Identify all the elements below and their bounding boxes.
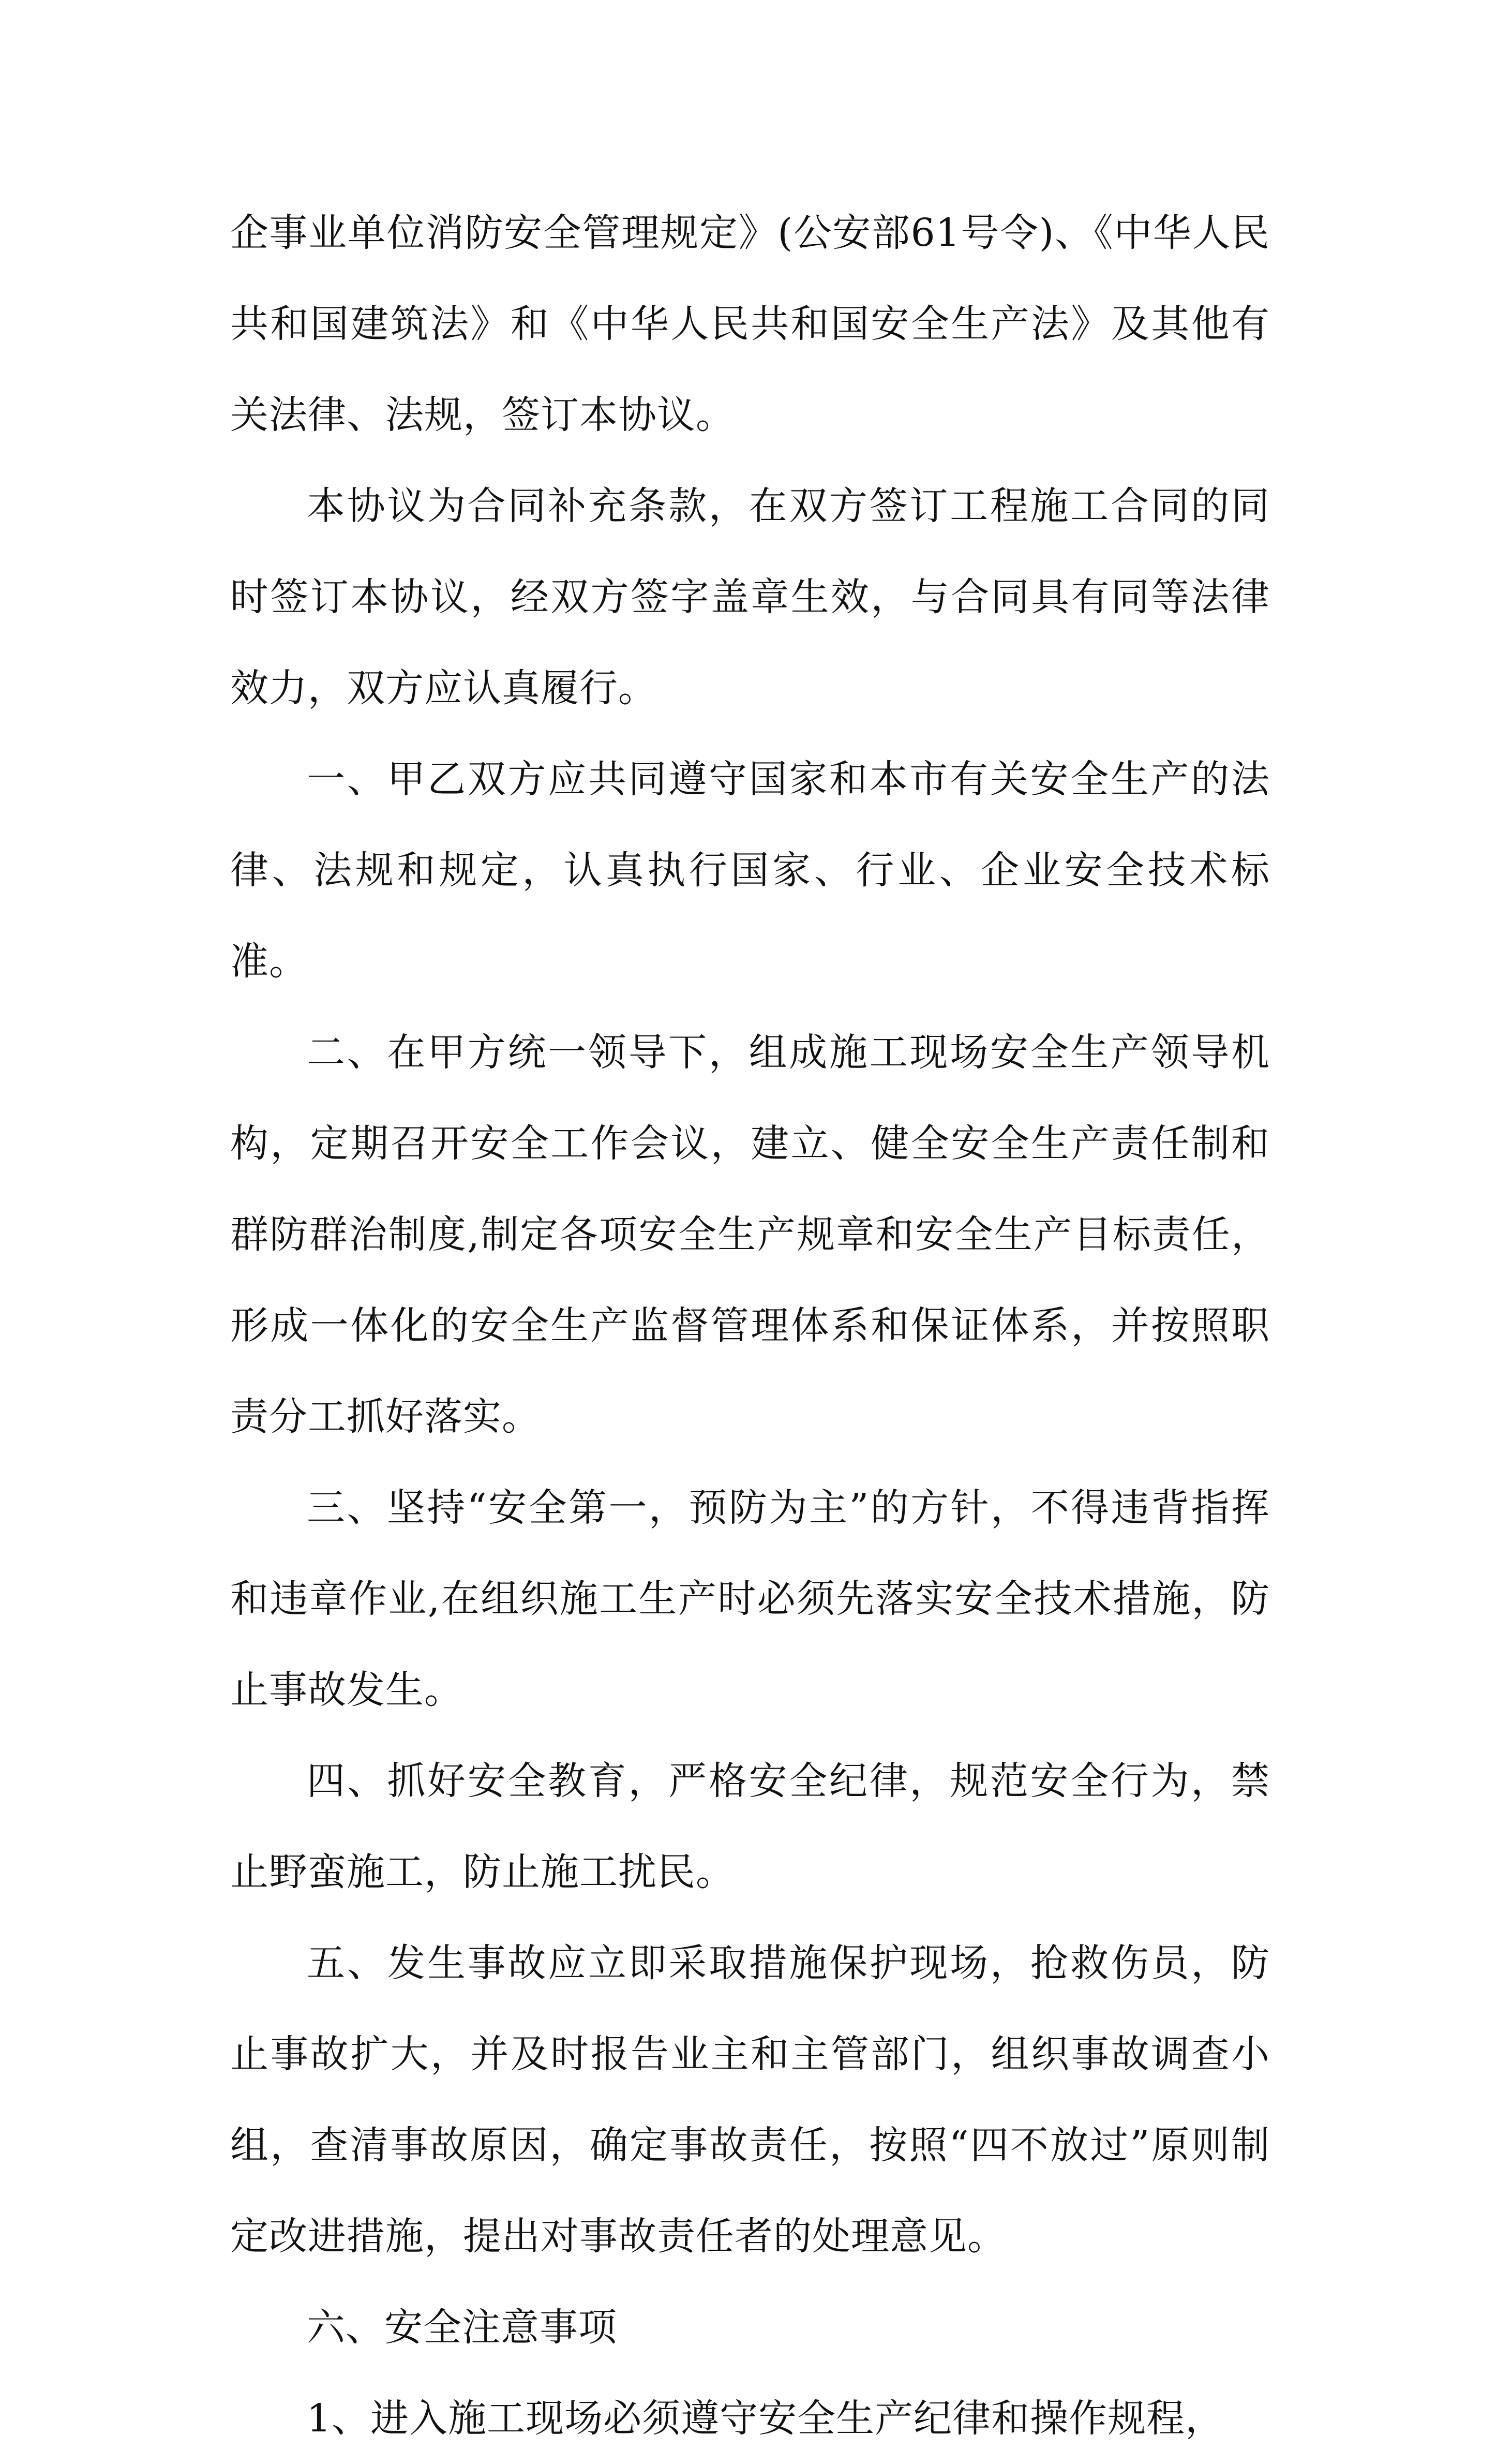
- paragraph-clause-1: 一、甲乙双方应共同遵守国家和本市有关安全生产的法律、法规和规定，认真执行国家、行业、企业安全技术标准。: [230, 757, 1270, 984]
- paragraph-clause-3: 三、坚持“安全第一，预防为主”的方针，不得违背指挥和违章作业,在组织施工生产时必须先落实安全技术措施，防止事故发生。: [230, 1486, 1270, 1712]
- paragraph-agreement-effect: 本协议为合同补充条款，在双方签订工程施工合同的同时签订本协议，经双方签字盖章生效，与合同具有同等法律效力，双方应认真履行。: [230, 484, 1270, 710]
- paragraph-clause-5: 五、发生事故应立即采取措施保护现场，抢救伤员，防止事故扩大，并及时报告业主和主管部门，组织事故调查小组，查清事故原因，确定事故责任，按照“四不放过”原则制定改进措施，提出对事故责任者的处理意见。: [230, 1941, 1270, 2259]
- paragraph-clause-2: 二、在甲方统一领导下，组成施工现场安全生产领导机构，定期召开安全工作会议，建立、健全安全生产责任制和群防群治制度,制定各项安全生产规章和安全生产目标责任，形成一体化的安全生产监督管理体系和保证体系，并按照职责分工抓好落实。: [230, 1030, 1270, 1439]
- paragraph-clause-4: 四、抓好安全教育，严格安全纪律，规范安全行为，禁止野蛮施工，防止施工扰民。: [230, 1759, 1270, 1894]
- paragraph-clause-6-item-1: 1、进入施工现场必须遵守安全生产纪律和操作规程，: [307, 2396, 1224, 2441]
- document-body: [230, 187, 1270, 2464]
- paragraph-continuation-regulations: 企事业单位消防安全管理规定》(公安部61号令)、《中华人民共和国建筑法》和《中华人民共和国安全生产法》及其他有关法律、法规，签订本协议。: [230, 211, 1270, 437]
- paragraph-clause-6-heading: 六、安全注意事项: [307, 2305, 617, 2350]
